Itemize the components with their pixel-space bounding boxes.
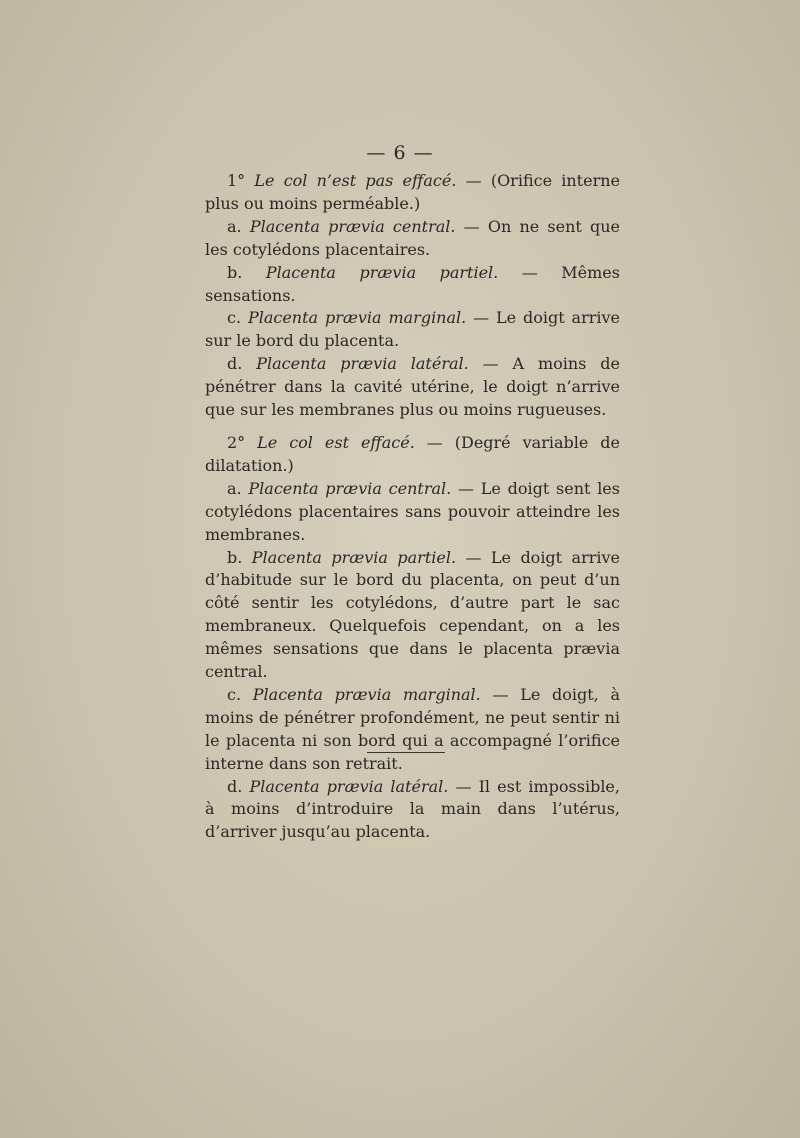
section-subtitle: — (Orifice interne plus ou moins perméable.) <box>205 171 621 213</box>
item-label: c. <box>227 684 242 704</box>
item-text: — Mêmes sensations. <box>205 262 620 305</box>
list-item <box>205 776 620 845</box>
item-label: d. <box>227 354 243 374</box>
section-title: Le col est effacé. <box>257 432 415 452</box>
list-item <box>205 684 620 776</box>
list-item <box>205 307 620 353</box>
item-title: Placenta prævia central. <box>248 478 452 498</box>
item-label: b. <box>227 547 243 567</box>
item-text: — Le doigt, à moins de pénétrer profondément, ne peut sentir ni le placenta ni son bord qui a accompagné l’orifice interne dans son retrait. <box>205 684 621 773</box>
item-text: — On ne sent que les cotylédons placentaires. <box>205 216 620 259</box>
item-text: — Il est impossible, à moins d’introduire la main dans l’utérus, d’arriver jusqu’au placenta. <box>205 776 620 842</box>
section-title: Le col n’est pas effacé. <box>254 171 457 190</box>
item-title: Placenta prævia marginal. <box>247 308 467 328</box>
section-number: 2° <box>227 432 246 452</box>
section-divider <box>367 752 445 753</box>
list-item <box>205 478 620 547</box>
list-item <box>205 547 620 684</box>
item-label: d. <box>227 776 243 796</box>
item-text: — Le doigt arrive d’habitude sur le bord du placenta, on peut d’un côté sentir les cotylédons, d’autre part le sac membraneux. Quelquefois cependant, on a les mêmes sensations que dans le placenta prævia central. <box>205 547 621 682</box>
item-text: — Le doigt arrive sur le bord du placenta. <box>205 308 621 351</box>
item-label: a. <box>227 478 242 498</box>
item-title: Placenta prævia partiel. <box>265 262 499 282</box>
section-2-heading <box>205 432 620 478</box>
item-text: — Le doigt sent les cotylédons placentaires sans pouvoir atteindre les membranes. <box>205 478 620 544</box>
body-text <box>205 170 620 844</box>
item-title: Placenta prævia central. <box>249 216 456 236</box>
page-number: — 6 — <box>366 142 434 164</box>
list-item <box>205 353 620 422</box>
item-text: — A moins de pénétrer dans la cavité utérine, le doigt n’arrive que sur les membranes plus ou moins rugueuses. <box>205 354 620 420</box>
section-number: 1° <box>227 171 246 190</box>
item-title: Placenta prævia partiel. <box>251 547 457 567</box>
section-1-heading <box>205 170 620 216</box>
list-item <box>205 216 620 262</box>
section-subtitle: — (Degré variable de dilatation.) <box>205 432 620 475</box>
item-label: c. <box>227 308 242 328</box>
item-title: Placenta prævia marginal. <box>252 684 481 704</box>
item-label: b. <box>227 262 243 282</box>
list-item <box>205 262 620 308</box>
item-title: Placenta prævia latéral. <box>256 354 469 374</box>
item-label: a. <box>227 216 242 236</box>
item-title: Placenta prævia latéral. <box>249 776 449 796</box>
